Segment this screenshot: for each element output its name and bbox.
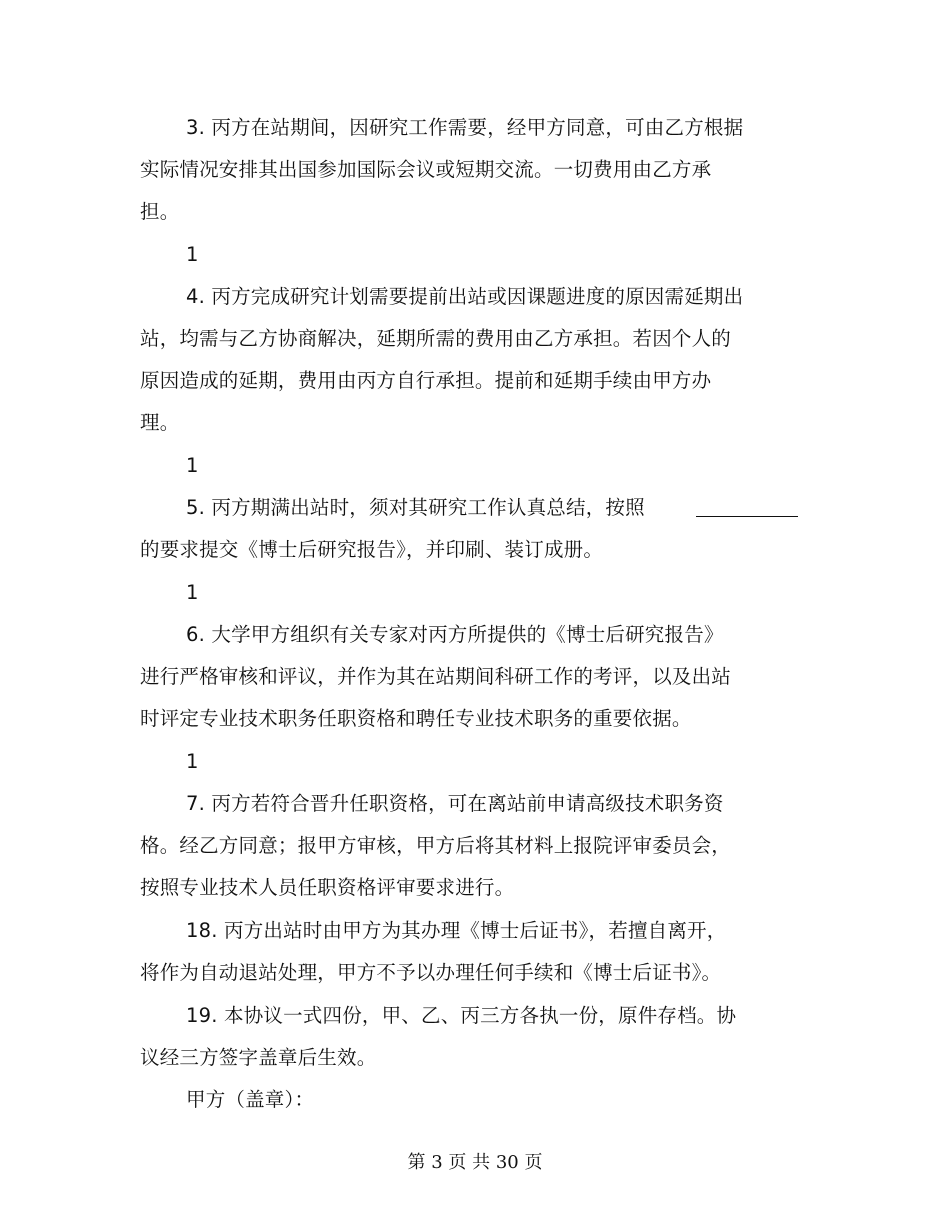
clause-3-line-1: 3. 丙方在站期间，因研究工作需要，经甲方同意，可由乙方根据: [186, 116, 744, 139]
clause-6-line-1: 6. 大学甲方组织有关专家对丙方所提供的《博士后研究报告》: [186, 623, 724, 646]
clause-18-line-1: 18. 丙方出站时由甲方为其办理《博士后证书》，若擅自离开，: [186, 919, 727, 942]
clause-6-line-3: 时评定专业技术职务任职资格和聘任专业技术职务的重要依据。: [140, 707, 692, 730]
item-marker: 1: [186, 454, 199, 477]
clause-7-line-1: 7. 丙方若符合晋升任职资格，可在离站前申请高级技术职务资: [186, 792, 724, 815]
clause-18-line-2: 将作为自动退站处理，甲方不予以办理任何手续和《博士后证书》。: [140, 961, 722, 984]
clause-7-line-3: 按照专业技术人员任职资格评审要求进行。: [140, 876, 515, 899]
page-number-footer: 第 3 页 共 30 页: [407, 1152, 543, 1173]
clause-4-line-3: 原因造成的延期，费用由丙方自行承担。提前和延期手续由甲方办: [140, 369, 712, 392]
clause-3-line-2: 实际情况安排其出国参加国际会议或短期交流。一切费用由乙方承: [140, 158, 712, 181]
clause-6-line-2: 进行严格审核和评议，并作为其在站期间科研工作的考评，以及出站: [140, 665, 732, 688]
clause-5-line-2: 的要求提交《博士后研究报告》，并印刷、装订成册。: [140, 538, 604, 561]
item-marker: 1: [186, 750, 199, 773]
clause-4-line-1: 4. 丙方完成研究计划需要提前出站或因课题进度的原因需延期出: [186, 285, 744, 308]
item-marker: 1: [186, 581, 199, 604]
party-a-seal-label: 甲方（盖章）：: [186, 1088, 315, 1111]
clause-19-line-2: 议经三方签字盖章后生效。: [140, 1046, 377, 1069]
clause-4-line-2: 站，均需与乙方协商解决，延期所需的费用由乙方承担。若因个人的: [140, 327, 732, 350]
clause-5-line-1: 5. 丙方期满出站时，须对其研究工作认真总结，按照: [186, 496, 645, 519]
clause-7-line-2: 格。经乙方同意；报甲方审核，甲方后将其材料上报院评审委员会，: [140, 834, 732, 857]
clause-3-line-3: 担。: [140, 200, 180, 223]
clause-4-line-4: 理。: [140, 411, 180, 434]
fill-in-blank-line: [696, 516, 798, 517]
item-marker: 1: [186, 243, 199, 266]
clause-19-line-1: 19. 本协议一式四份，甲、乙、丙三方各执一份，原件存档。协: [186, 1004, 737, 1027]
